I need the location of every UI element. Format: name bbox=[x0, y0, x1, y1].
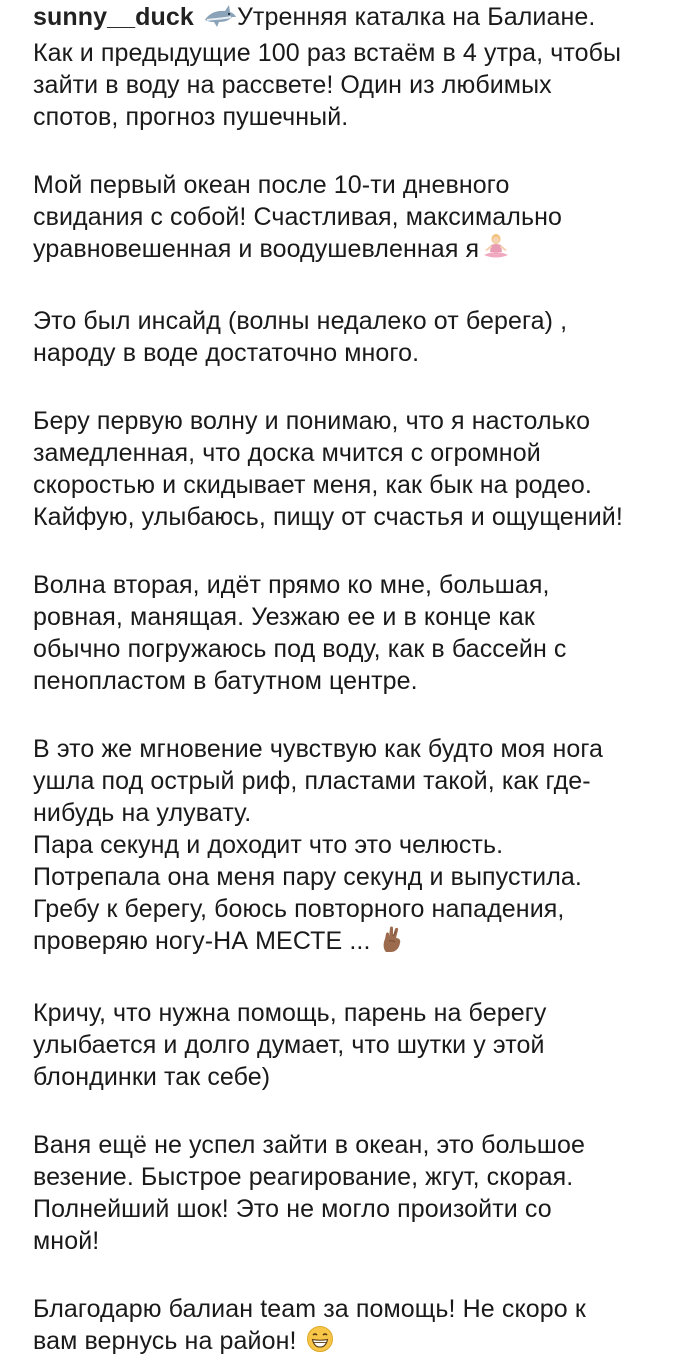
paragraph-gap bbox=[33, 1093, 683, 1129]
caption-line: Потрепала она меня пару секунд и выпустила. bbox=[33, 863, 582, 891]
caption-line: Волна вторая, идёт прямо ко мне, большая, bbox=[33, 571, 550, 599]
caption-line: Полнейший шок! Это не могло произойти со bbox=[33, 1195, 552, 1223]
paragraph-gap bbox=[33, 133, 683, 169]
caption-line: свидания с собой! Счастливая, максимально bbox=[33, 203, 562, 231]
username-link[interactable]: sunny__duck bbox=[33, 3, 194, 31]
caption-line: ушла под острый риф, пластами такой, как где- bbox=[33, 767, 591, 795]
caption-line: улыбается и долго думает, что шутки у этой bbox=[33, 1031, 545, 1059]
paragraph-gap bbox=[33, 697, 683, 733]
caption-line: Как и предыдущие 100 раз встаём в 4 утра, чтобы bbox=[33, 39, 622, 67]
caption-line: замедленная, что доска мчится с огромной bbox=[33, 439, 541, 467]
caption-line: Ваня ещё не успел зайти в океан, это большое bbox=[33, 1131, 586, 1159]
caption-line: зайти в воду на рассвете! Один из любимых bbox=[33, 71, 552, 99]
caption-line: Кайфую, улыбаюсь, пищу от счастья и ощущений! bbox=[33, 503, 623, 531]
caption-text: уравновешенная и воодушевленная я bbox=[33, 235, 480, 263]
caption-first-line bbox=[33, 1, 683, 37]
caption-line: мной! bbox=[33, 1227, 100, 1255]
caption-line: везение. Быстрое реагирование, жгут, скорая. bbox=[33, 1163, 574, 1191]
caption-line: спотов, прогноз пушечный. bbox=[33, 103, 349, 131]
paragraph-gap bbox=[33, 269, 683, 305]
caption-line bbox=[33, 1325, 683, 1361]
caption-line: обычно погружаюсь под воду, как в бассейн с bbox=[33, 635, 567, 663]
caption-line: В это же мгновение чувствую как будто моя нога bbox=[33, 735, 604, 763]
caption-line: Пара секунд и доходит что это челюсть. bbox=[33, 831, 504, 859]
caption-line: пенопластом в батутном центре. bbox=[33, 667, 418, 695]
post-caption bbox=[33, 0, 683, 1361]
paragraph-gap bbox=[33, 1257, 683, 1293]
paragraph-gap bbox=[33, 961, 683, 997]
caption-line: Благодарю балиан team за помощь! Не скоро к bbox=[33, 1295, 586, 1323]
caption-line: Мой первый океан после 10-ти дневного bbox=[33, 171, 510, 199]
person-in-lotus-position-icon bbox=[481, 233, 511, 269]
caption-line: Кричу, что нужна помощь, парень на берегу bbox=[33, 999, 547, 1027]
caption-line: народу в воде достаточно много. bbox=[33, 339, 420, 367]
crossed-fingers-icon bbox=[380, 925, 404, 961]
paragraph-gap bbox=[33, 533, 683, 569]
caption-line: скоростью и скидывает меня, как бык на родео. bbox=[33, 471, 592, 499]
caption-text: Утренняя каталка на Балиане. bbox=[236, 3, 596, 31]
caption-line: нибудь на улувату. bbox=[33, 799, 252, 827]
grinning-face-icon bbox=[306, 1325, 334, 1361]
caption-text: вам вернусь на район! bbox=[33, 1327, 297, 1355]
caption-line: ровная, манящая. Уезжаю ее и в конце как bbox=[33, 603, 535, 631]
paragraph-gap bbox=[33, 369, 683, 405]
caption-line: Беру первую волну и понимаю, что я настолько bbox=[33, 407, 591, 435]
caption-line bbox=[33, 233, 683, 269]
caption-text: проверяю ногу-НА МЕСТЕ ... bbox=[33, 927, 371, 955]
caption-line bbox=[33, 925, 683, 961]
caption-line: Гребу к берегу, боюсь повторного нападения, bbox=[33, 895, 565, 923]
caption-line: Это был инсайд (волны недалеко от берега) , bbox=[33, 307, 568, 335]
shark-icon bbox=[203, 3, 237, 37]
caption-line: блондинки так себе) bbox=[33, 1063, 271, 1091]
